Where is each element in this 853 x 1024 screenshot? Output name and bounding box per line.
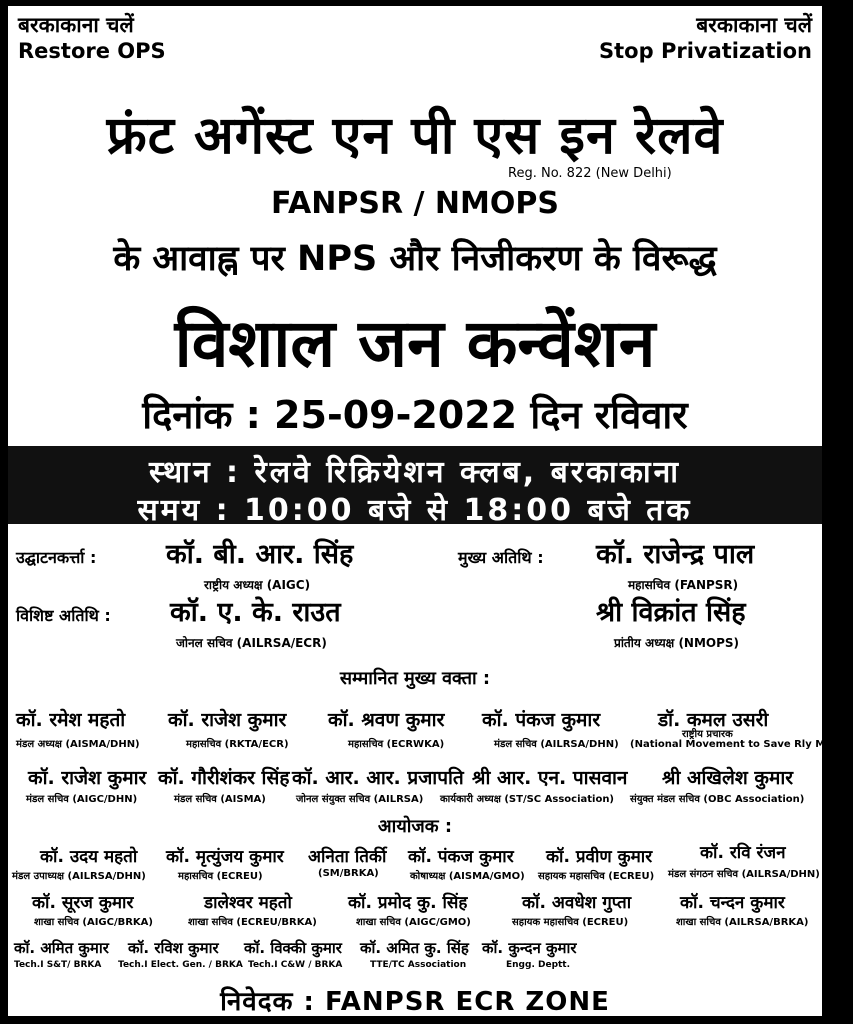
special-guest-label: विशिष्ट अतिथि : xyxy=(16,606,111,625)
registration-number: Reg. No. 822 (New Delhi) xyxy=(508,166,672,181)
organizer-name: कॉ. कुन्दन कुमार xyxy=(482,939,577,957)
organizer-name: कॉ. अवधेश गुप्ता xyxy=(522,893,632,913)
chief-guest-name: कॉ. राजेन्द्र पाल xyxy=(596,539,755,570)
organizer-name: कॉ. रवि रंजन xyxy=(700,843,786,863)
organizer-name: कॉ. उदय महतो xyxy=(40,847,138,867)
main-title: फ्रंट अगेंस्ट एन पी एस इन रेलवे xyxy=(106,106,724,166)
inaugurator-label: उद्घाटनकर्त्ता : xyxy=(16,548,97,567)
organizer-name: अनिता तिर्की xyxy=(308,847,387,867)
speaker-name: कॉ. आर. आर. प्रजापति xyxy=(292,767,464,789)
chief-guest-role: महासचिव (FANPSR) xyxy=(628,578,739,592)
special-guest2-name: श्री विक्रांत सिंह xyxy=(596,597,746,628)
organization-name: FANPSR / NMOPS xyxy=(271,186,559,221)
speaker-role-detail: (National Movement to Save Rly MNSR) xyxy=(630,739,853,750)
speaker-role: मंडल सचिव (AIGC/DHN) xyxy=(26,794,138,805)
speaker-role: संयुक्त मंडल सचिव (OBC Association) xyxy=(630,794,805,805)
speaker-role: मंडल सचिव (AILRSA/DHN) xyxy=(494,739,619,750)
speaker-role: मंडल अध्यक्ष (AISMA/DHN) xyxy=(16,739,140,750)
speaker-role: मंडल सचिव (AISMA) xyxy=(174,794,266,805)
speaker-role: राष्ट्रीय प्रचारक xyxy=(682,729,733,740)
speaker-role: महासचिव (ECRWKA) xyxy=(348,739,445,750)
organizer-role: (SM/BRKA) xyxy=(318,868,379,879)
speaker-role: कार्यकारी अध्यक्ष (ST/SC Association) xyxy=(440,794,615,805)
top-right-line1: बरकाकाना चलें xyxy=(696,13,812,37)
organizer-role: Tech.I Elect. Gen. / BRKA xyxy=(118,960,243,970)
speaker-name: कॉ. गौरीशंकर सिंह xyxy=(158,767,290,789)
top-left-slogan xyxy=(18,12,166,64)
chief-guest-label: मुख्य अतिथि : xyxy=(458,548,544,567)
organizer-role: शाखा सचिव (AIGC/GMO) xyxy=(356,917,471,928)
organizer-role: कोषाध्यक्ष (AISMA/GMO) xyxy=(410,871,525,882)
organizer-name: कॉ. प्रमोद कु. सिंह xyxy=(348,893,468,913)
top-right-slogan xyxy=(599,12,812,64)
speaker-name: कॉ. राजेश कुमार xyxy=(28,767,147,789)
organizer-name: कॉ. अमित कुमार xyxy=(14,939,109,957)
speaker-name: कॉ. रमेश महतो xyxy=(16,709,126,731)
speaker-role: महासचिव (RKTA/ECR) xyxy=(186,739,289,750)
organizer-role: मंडल संगठन सचिव (AILRSA/DHN) xyxy=(668,869,820,880)
organizer-role: Engg. Deptt. xyxy=(506,960,571,970)
inaugurator-role: राष्ट्रीय अध्यक्ष (AIGC) xyxy=(204,578,311,592)
speaker-name: कॉ. राजेश कुमार xyxy=(168,709,287,731)
speaker-name: श्री अखिलेश कुमार xyxy=(662,767,794,789)
venue-time-band xyxy=(8,446,822,528)
speaker-name: श्री आर. एन. पासवान xyxy=(472,767,628,789)
top-right-line2: Stop Privatization xyxy=(599,39,812,63)
time-line: समय : 10:00 बजे से 18:00 बजे तक xyxy=(137,493,693,528)
venue-line: स्थान : रेलवे रिक्रियेशन क्लब, बरकाकाना xyxy=(148,455,682,490)
special-guest-role: जोनल सचिव (AILRSA/ECR) xyxy=(176,636,327,650)
top-left-line1: बरकाकाना चलें xyxy=(18,13,134,37)
organizer-name: कॉ. रविश कुमार xyxy=(128,939,219,957)
speaker-name: कॉ. श्रवण कुमार xyxy=(328,709,445,731)
top-left-line2: Restore OPS xyxy=(18,39,166,63)
organizers-heading: आयोजक : xyxy=(377,816,453,837)
special-guest-name: कॉ. ए. के. राउत xyxy=(170,597,341,628)
special-guest2-role: प्रांतीय अध्यक्ष (NMOPS) xyxy=(614,636,740,650)
organizer-name: डालेश्वर महतो xyxy=(204,893,292,913)
speaker-role: जोनल संयुक्त सचिव (AILRSA) xyxy=(296,794,424,805)
inaugurator-name: कॉ. बी. आर. सिंह xyxy=(166,539,354,570)
organizer-role: महासचिव (ECREU) xyxy=(178,871,263,882)
organizer-name: कॉ. सूरज कुमार xyxy=(32,893,134,913)
organizer-role: TTE/TC Association xyxy=(370,960,467,970)
speaker-name: कॉ. पंकज कुमार xyxy=(482,709,601,731)
speakers-heading: सम्मानित मुख्य वक्ता : xyxy=(339,668,491,689)
organizer-name: कॉ. अमित कु. सिंह xyxy=(360,939,469,957)
poster xyxy=(8,6,853,1017)
date-line: दिनांक : 25-09-2022 दिन रविवार xyxy=(142,393,688,437)
organizer-role: शाखा सचिव (AILRSA/BRKA) xyxy=(676,917,809,928)
footer-appeal: निवेदक : FANPSR ECR ZONE xyxy=(220,987,610,1017)
convention-title: विशाल जन कन्वेंशन xyxy=(174,305,656,382)
organizer-name: कॉ. पंकज कुमार xyxy=(408,847,514,867)
organizer-role: शाखा सचिव (ECREU/BRKA) xyxy=(188,917,317,928)
organizer-role: Tech.I S&T/ BRKA xyxy=(14,960,102,970)
organizer-role: Tech.I C&W / BRKA xyxy=(248,960,343,970)
speaker-name: डॉ. कमल उसरी xyxy=(658,709,769,731)
call-line: के आवाह्न पर NPS और निजीकरण के विरूद्ध xyxy=(113,239,717,279)
organizer-name: कॉ. प्रवीण कुमार xyxy=(546,847,653,867)
organizer-role: सहायक महासचिव (ECREU) xyxy=(538,871,655,882)
organizer-role: शाखा सचिव (AIGC/BRKA) xyxy=(34,917,153,928)
organizer-name: कॉ. चन्दन कुमार xyxy=(680,893,785,913)
organizer-role: मंडल उपाध्यक्ष (AILRSA/DHN) xyxy=(12,871,146,882)
organizer-name: कॉ. मृत्युंजय कुमार xyxy=(166,847,284,867)
organizer-role: सहायक महासचिव (ECREU) xyxy=(512,917,629,928)
organizer-name: कॉ. विक्की कुमार xyxy=(244,939,342,957)
